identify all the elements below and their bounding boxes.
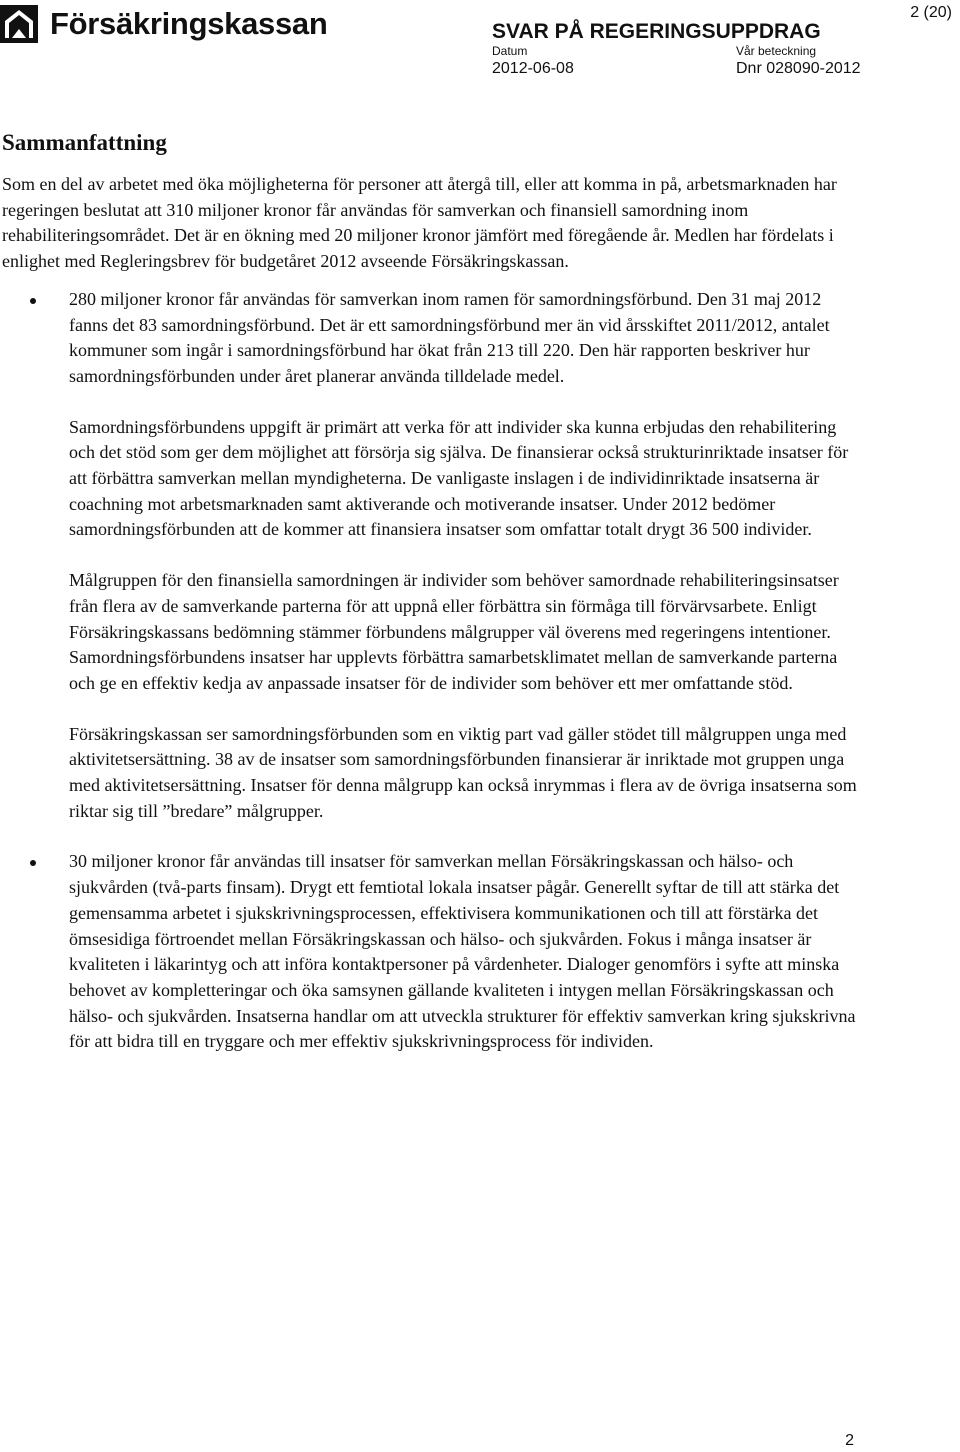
date-label: Datum [492,44,528,58]
intro-paragraph: Som en del av arbetet med öka möjligheterna för personer att återgå till, eller att komma in på, arbetsmarknaden har regeringen beslutat att 310 miljoner kronor får användas för samverkan och finansiell samordning inom rehabiliteringsområdet. Det är en ökning med 20 miljoner kronor jämfört med föregående år. Medlen har fördelats i enlighet med Regleringsbrev för budgetåret 2012 avseende Försäkringskassan. [2,174,837,272]
reference-value: Dnr 028090-2012 [736,60,861,77]
report-title: SVAR PÅ REGERINGSUPPDRAG [492,20,821,43]
section-heading: Sammanfattning [2,130,167,155]
paragraph: Målgruppen för den finansiella samordningen är individer som behöver samordnade rehabiliteringsinsatser från flera av de samverkande parterna för att uppnå eller förbättra sin förmåga till förvärvsarbete. Enligt Försäkringskassans bedömning stämmer förbundens målgrupper väl överens med regeringens intentioner. Samordningsförbundens insatser har upplevts förbättra samarbetsklimatet mellan de samverkande parterna och ge en effektiv kedja av anpassade insatser för de individer som behöver ett mer omfattande stöd. [69,570,839,693]
bullet-text: 280 miljoner kronor får användas för samverkan inom ramen för samordningsförbund. Den 31 maj 2012 fanns det 83 samordningsförbund. Det är ett samordningsförbund mer än vid årsskiftet 2011/2012, antalet kommuner som ingår i samordningsförbund har ökat från 213 till 220. Den här rapporten beskriver hur samordningsförbunden under året planerar använda tilldelade medel. [69,288,830,386]
bullet-text: 30 miljoner kronor får användas till insatser för samverkan mellan Försäkringskassan och hälso- och sjukvården (två-parts finsam). Drygt ett femtiotal lokala insatser pågår. Generellt syftar de till att stärka det gemensamma arbetet i sjukskrivningsprocessen, effektivisera kommunikationen och till att förstärka det ömsesidiga förtroendet mellan Försäkringskassan och hälso- och sjukvården. Fokus i många insatser är kvaliteten i läkarintyg och att införa kontaktpersoner på vårdenheter. Dialoger genomförs i syfte att minska behovet av kompletteringar och öka samsynen gällande kvaliteten i intygen mellan Försäkringskassan och hälso- och sjukvården. Insatserna handlar om att utveckla strukturer för effektiv samverkan kring sjukskrivna för att bidra till en tryggare och mer effektiv sjukskrivningsprocess för individen. [69,851,856,1052]
paragraph: Samordningsförbundens uppgift är primärt att verka för att individer ska kunna erbjudas den rehabilitering och det stöd som ger dem möjlighet att försörja sig själva. De finansierar också strukturinriktade insatser för att förbättra samverkan mellan myndigheterna. De vanligaste inslagen i de individinriktade insatserna är coachning mot arbetsmarknaden samt aktiverande och motiverande insatser. Under 2012 bedömer samordningsförbunden att de kommer att finansiera insatser som omfattar totalt drygt 36 500 individer. [69,416,849,540]
list-item [2,287,882,390]
logo-house-icon [0,5,38,43]
bullet-icon [30,860,36,866]
logo-text: Försäkringskassan [50,6,328,41]
footer-page-number: 2 [845,1432,854,1449]
list-item [2,849,882,1055]
bullet-icon [30,298,36,304]
date-value: 2012-06-08 [492,60,574,77]
page-indicator: 2 (20) [910,4,952,21]
page-header [0,0,960,90]
logo [0,0,328,48]
document-body [2,172,882,1055]
paragraph: Försäkringskassan ser samordningsförbunden som en viktig part vad gäller stödet till målgruppen unga med aktivitetsersättning. 38 av de insatser som samordningsförbunden finansierar är inriktade mot gruppen unga med aktivitetsersättning. Insatser för denna målgrupp kan också inrymmas i flera av de övriga insatserna som riktar sig till ”bredare” målgrupper. [69,723,857,821]
reference-label: Vår beteckning [736,44,817,58]
